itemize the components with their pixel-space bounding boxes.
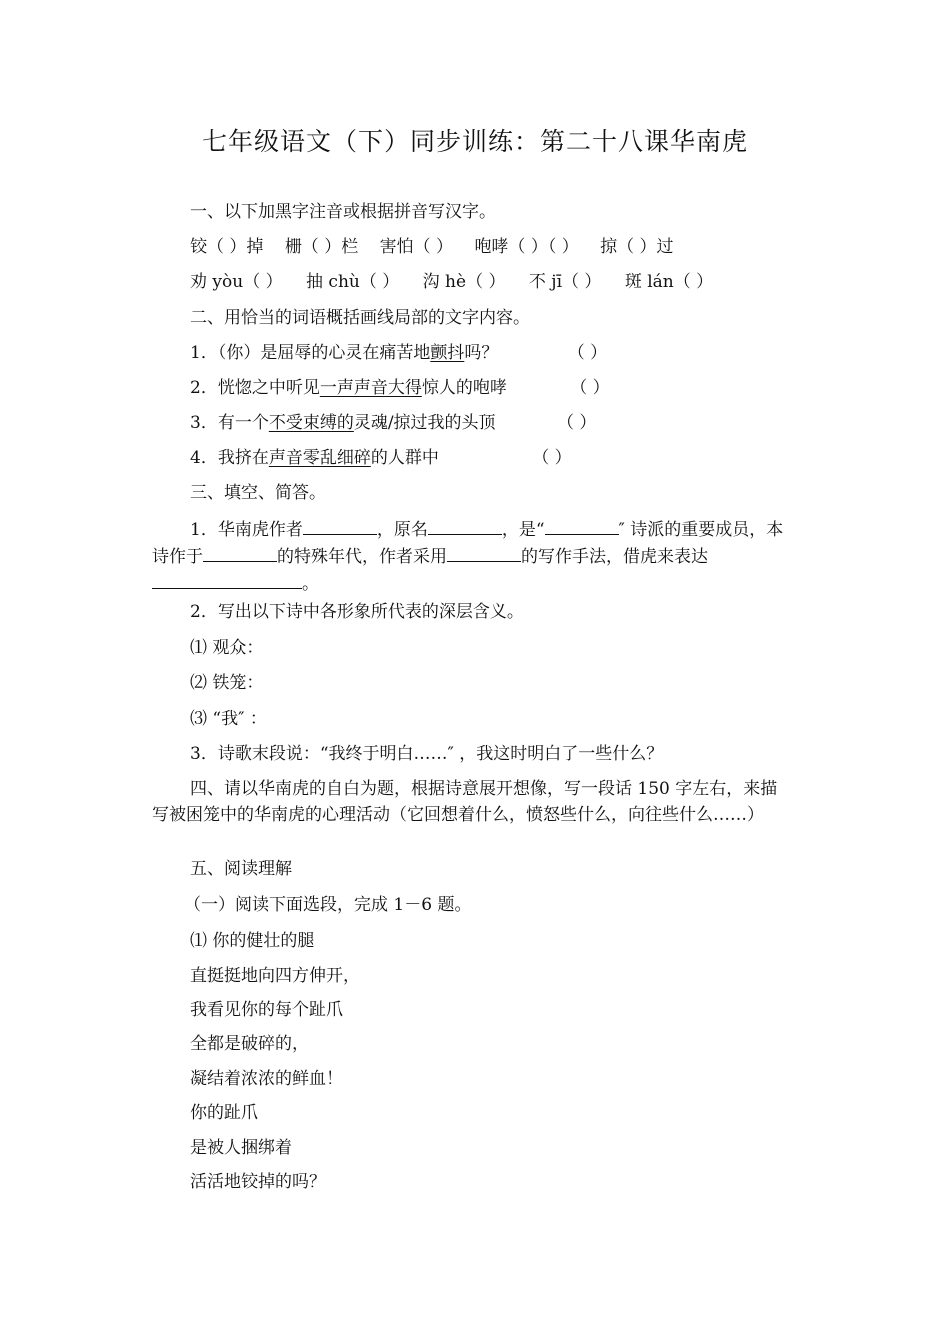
fill-blank[interactable] xyxy=(545,516,619,535)
poem-line: 你的趾爪 xyxy=(190,1103,258,1123)
section-2-question-3 xyxy=(190,411,596,435)
section-3-question-2-item-2: ⑵ 铁笼： xyxy=(190,673,264,693)
section-3-question-2-item-1: ⑴ 观众： xyxy=(190,638,264,658)
underlined-phrase: 不受束缚的 xyxy=(268,413,354,433)
poem-line: 全都是破碎的， xyxy=(190,1034,309,1054)
section-2-question-2 xyxy=(190,376,610,400)
section-2-question-4 xyxy=(190,446,572,470)
pinyin-item: 劝 yòu（ ） xyxy=(190,272,283,292)
document-title: 七年级语文（下）同步训练：第二十八课华南虎 xyxy=(201,127,748,156)
poem-line: 是被人捆绑着 xyxy=(190,1138,292,1158)
question-text: 4．我挤在 xyxy=(190,448,269,468)
answer-parens: （ ） xyxy=(556,413,597,433)
underlined-phrase: 一声声音大得 xyxy=(319,378,422,398)
section-2-heading: 二、用恰当的词语概括画线局部的文字内容。 xyxy=(190,308,530,328)
pinyin-item: 沟 hè（ ） xyxy=(422,272,506,292)
fill-blank[interactable] xyxy=(428,516,502,535)
question-text: 吗？ xyxy=(464,343,499,363)
section-3-heading: 三、填空、简答。 xyxy=(190,483,326,503)
section-1-heading: 一、以下加黑字注音或根据拼音写汉字。 xyxy=(190,202,496,222)
pinyin-item: 不 jī（ ） xyxy=(528,272,602,292)
question-text: 2．恍惚之中听见 xyxy=(190,378,320,398)
pinyin-item: 掠（ ）过 xyxy=(600,237,674,257)
underlined-phrase: 颤抖 xyxy=(430,343,465,363)
poem-line: 直挺挺地向四方伸开， xyxy=(190,966,360,986)
section-4-text: 四、请以华南虎的自白为题，根据诗意展开想像，写一段话 150 字左右，来描写被困笼中的华南虎的心理活动（它回想着什么，愤怒些什么，向往些什么……） xyxy=(152,779,778,825)
question-text: 1．华南虎作者 xyxy=(190,520,303,540)
question-text: 的特殊年代，作者采用 xyxy=(277,547,447,567)
question-text: 3．有一个 xyxy=(190,413,269,433)
question-text: 1．（你）是屈辱的心灵在痛苦地 xyxy=(190,343,431,363)
poem-line: 凝结着浓浓的鲜血！ xyxy=(190,1069,343,1089)
question-text: 的人群中 xyxy=(370,448,439,468)
question-text: ，是“ xyxy=(501,520,545,540)
underlined-phrase: 声音零乱细碎 xyxy=(268,448,371,468)
poem-line: 活活地铰掉的吗？ xyxy=(190,1172,326,1192)
section-2-question-1 xyxy=(190,341,607,365)
answer-parens: （ ） xyxy=(567,343,608,363)
pinyin-item: 斑 lán（ ） xyxy=(624,272,714,292)
pinyin-item: 害怕（ ） xyxy=(379,237,454,257)
pinyin-item: 咆哮（ ）（ ） xyxy=(474,237,579,257)
fill-blank[interactable] xyxy=(447,543,521,562)
pinyin-item: 铰（ ）掉 xyxy=(190,237,264,257)
section-3-question-2: 2．写出以下诗中各形象所代表的深层含义。 xyxy=(190,602,524,622)
poem-line: ⑴ 你的健壮的腿 xyxy=(190,931,315,951)
pinyin-row-2 xyxy=(190,270,713,294)
pinyin-row-1 xyxy=(190,235,674,259)
question-text: 的写作手法，借虎来表达 xyxy=(521,547,708,567)
section-5-subheading: （一）阅读下面选段，完成 1－6 题。 xyxy=(184,895,472,915)
answer-parens: （ ） xyxy=(532,448,572,468)
fill-blank[interactable] xyxy=(303,516,377,535)
pinyin-item: 抽 chù（ ） xyxy=(306,272,400,292)
section-3-question-1 xyxy=(152,516,792,597)
question-text: 惊人的咆哮 xyxy=(421,378,507,398)
answer-parens: （ ） xyxy=(570,378,610,398)
fill-blank[interactable] xyxy=(203,543,277,562)
poem-line: 我看见你的每个趾爪 xyxy=(190,1000,343,1020)
section-3-question-3: 3．诗歌末段说：“我终于明白……″ ，我这时明白了一些什么？ xyxy=(190,744,664,764)
question-text: 灵魂/掠过我的头顶 xyxy=(353,413,496,433)
section-5-heading: 五、阅读理解 xyxy=(190,859,292,879)
question-text: 。 xyxy=(302,574,319,594)
section-3-question-2-item-3: ⑶ “我″ ： xyxy=(190,709,267,729)
fill-blank[interactable] xyxy=(152,570,302,589)
pinyin-item: 栅（ ）栏 xyxy=(284,237,359,257)
question-text: ″ 诗派的重要成员，本诗作于 xyxy=(152,520,784,567)
question-text: ，原名 xyxy=(376,520,428,540)
